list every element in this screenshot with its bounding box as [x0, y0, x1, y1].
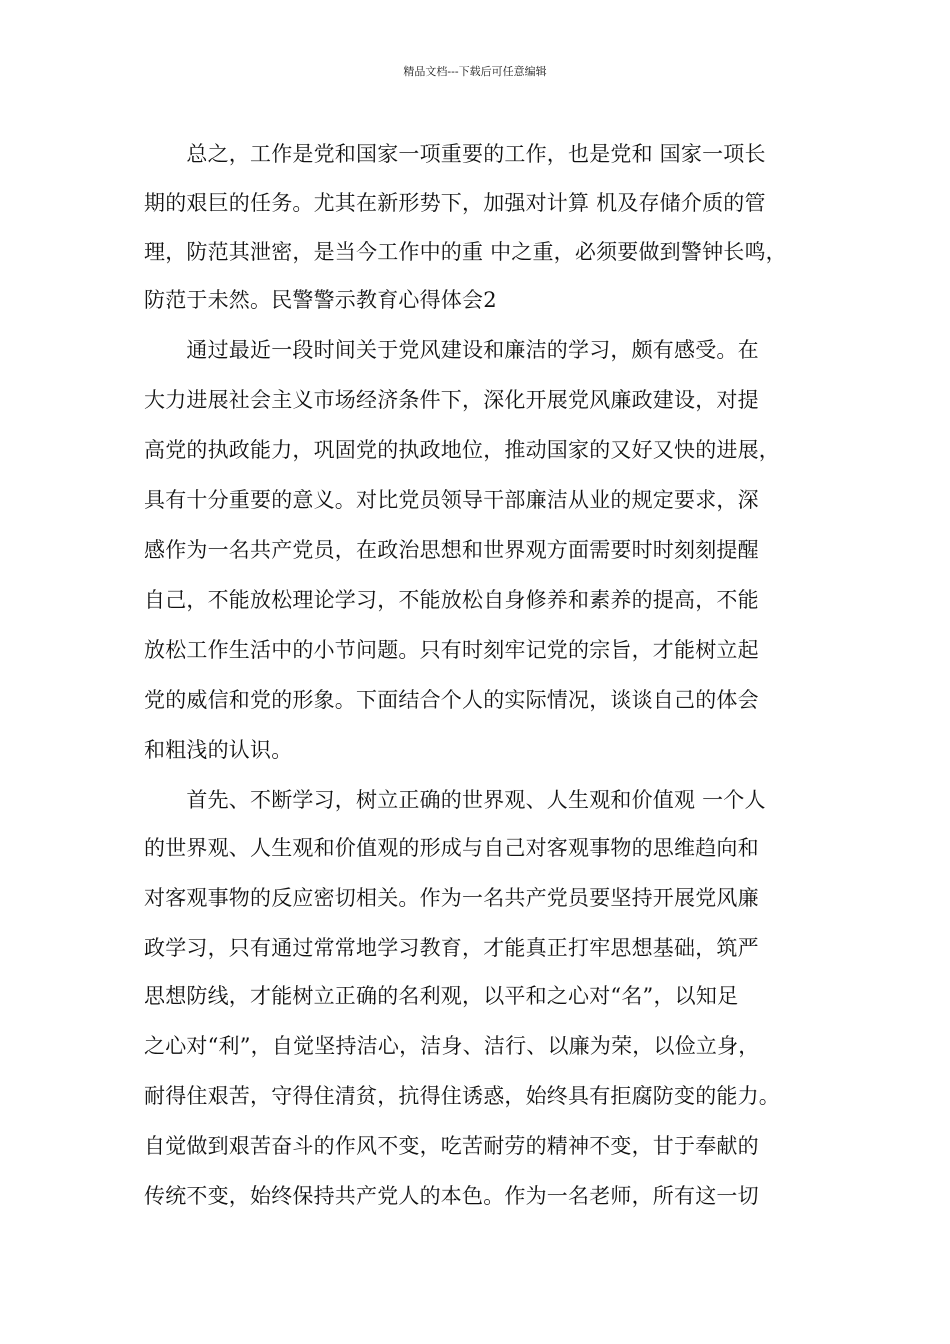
- text-line: 传统不变，始终保持共产党人的本色。作为一名老师，所有这一切: [144, 1184, 759, 1208]
- text-line: 高党的执政能力，巩固党的执政地位，推动国家的又好又快的进展，: [144, 438, 780, 462]
- text-line: 放松工作生活中的小节问题。只有时刻牢记党的宗旨，才能树立起: [144, 638, 759, 662]
- text-line: 期的艰巨的任务。尤其在新形势下，加强对计算 机及存储介质的管: [144, 191, 766, 215]
- text-line: 的世界观、人生观和价值观的形成与自己对客观事物的思维趋向和: [144, 836, 759, 860]
- text-line: 党的威信和党的形象。下面结合个人的实际情况，谈谈自己的体会: [144, 688, 759, 712]
- text-line: 总之，工作是党和国家一项重要的工作，也是党和 国家一项长: [144, 142, 766, 166]
- page-header: 精品文档---下载后可任意编辑: [403, 65, 547, 78]
- text-line: 之心对“利”，自觉坚持洁心，洁身、洁行、以廉为荣，以俭立身，: [144, 1034, 760, 1058]
- text-line: 感作为一名共产党员，在政治思想和世界观方面需要时时刻刻提醒: [144, 538, 759, 562]
- text-line: 通过最近一段时间关于党风建设和廉洁的学习，颇有感受。在: [144, 338, 759, 362]
- text-line: 防范于未然。民警警示教育心得体会2: [144, 288, 497, 312]
- text-line: 具有十分重要的意义。对比党员领导干部廉洁从业的规定要求，深: [144, 488, 759, 512]
- text-line: 自觉做到艰苦奋斗的作风不变，吃苦耐劳的精神不变，甘于奉献的: [144, 1134, 759, 1158]
- text-line: 自己，不能放松理论学习，不能放松自身修养和素养的提高，不能: [144, 588, 759, 612]
- text-line: 和粗浅的认识。: [144, 738, 293, 762]
- text-line: 政学习，只有通过常常地学习教育，才能真正打牢思想基础，筑严: [144, 936, 759, 960]
- text-line: 耐得住艰苦，守得住清贫，抗得住诱惑，始终具有拒腐防变的能力。: [144, 1084, 780, 1108]
- text-line: 思想防线，才能树立正确的名利观，以平和之心对“名”，以知足: [144, 984, 739, 1008]
- text-line: 对客观事物的反应密切相关。作为一名共产党员要坚持开展党风廉: [144, 886, 759, 910]
- text-line: 大力进展社会主义市场经济条件下，深化开展党风廉政建设，对提: [144, 388, 759, 412]
- text-line: 首先、不断学习，树立正确的世界观、人生观和价值观 一个人: [144, 788, 766, 812]
- text-line: 理，防范其泄密，是当今工作中的重 中之重，必须要做到警钟长鸣，: [144, 240, 787, 264]
